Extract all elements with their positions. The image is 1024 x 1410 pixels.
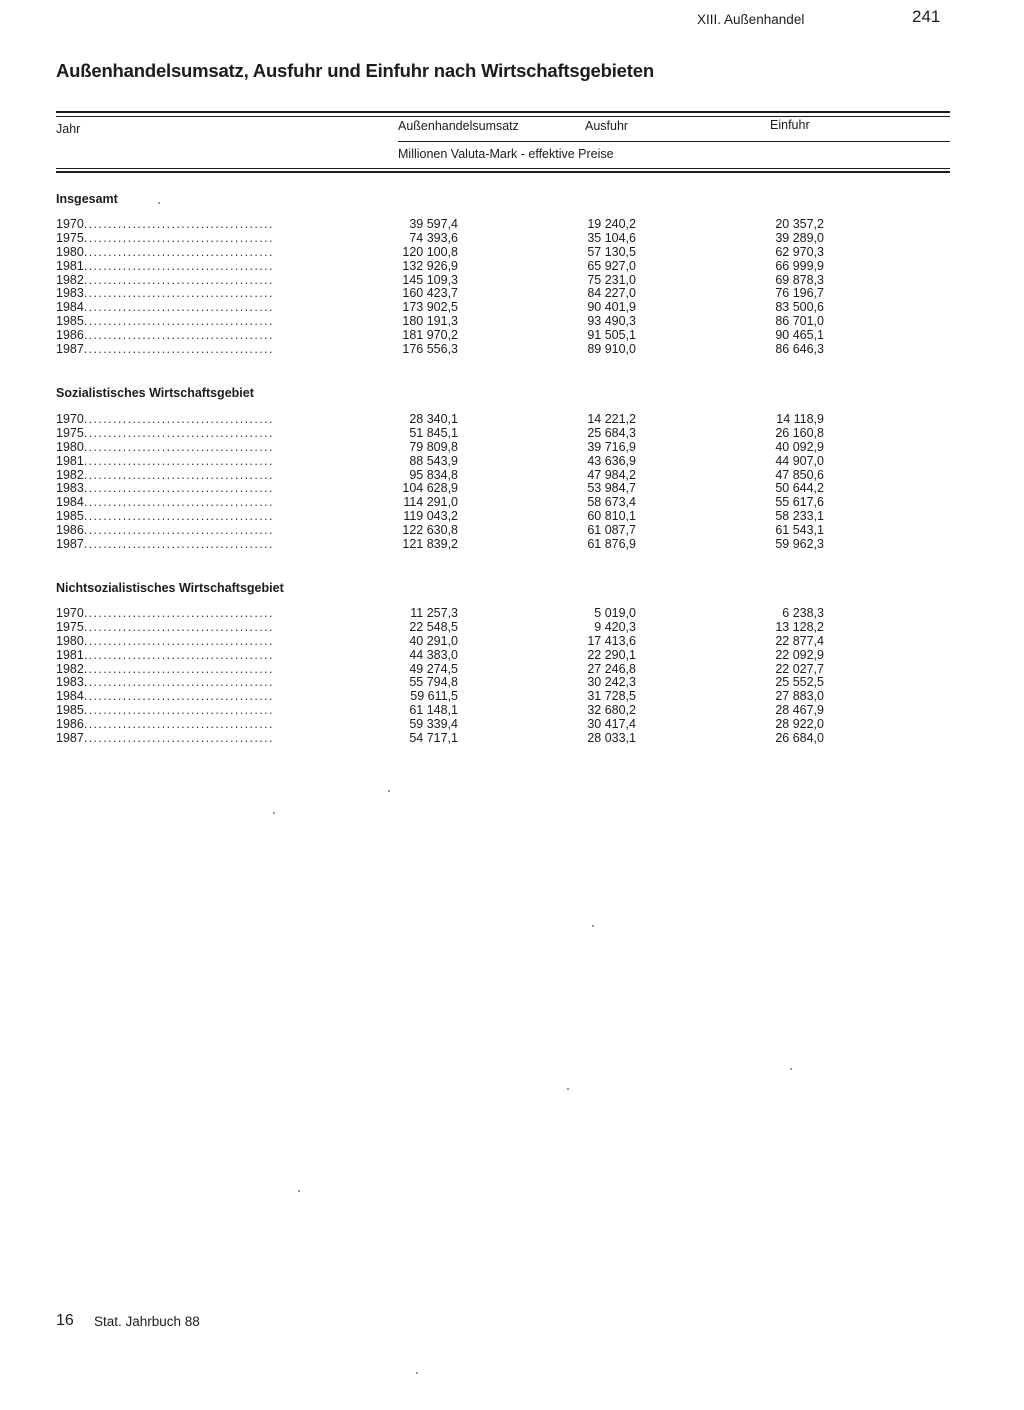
exports-cell: 61 876,9 [587,537,636,552]
table-row: 1980....................................... 120 100,8 57 130,5 62 970,3 [56,244,824,259]
turnover-cell: 55 794,8 [409,675,458,690]
year-cell: 1982 [56,273,84,287]
year-cell: 1982 [56,662,84,676]
section-table-total [56,218,836,357]
turnover-cell: 22 548,5 [409,619,458,634]
table-row: 1981....................................... 132 926,9 65 927,0 66 999,9 [56,258,824,273]
table-row: 1982....................................... 49 274,5 27 246,8 22 027,7 [56,661,824,676]
imports-cell: 25 552,5 [775,675,824,690]
scan-speck [416,1372,418,1374]
turnover-cell: 51 845,1 [409,425,458,440]
table-row: 1984....................................... 173 902,5 90 401,9 83 500,6 [56,300,824,315]
year-cell: 1975 [56,620,84,634]
exports-cell: 93 490,3 [587,314,636,329]
year-cell: 1980 [56,634,84,648]
exports-cell: 57 130,5 [587,244,636,259]
imports-cell: 86 701,0 [775,314,824,329]
turnover-cell: 180 191,3 [402,314,458,329]
table-header-bottom-rule-thick [56,171,950,173]
exports-cell: 30 242,3 [587,675,636,690]
turnover-cell: 59 611,5 [410,689,458,704]
scan-speck [592,925,594,927]
imports-cell: 39 289,0 [775,230,824,245]
year-cell: 1987 [56,732,84,746]
turnover-cell: 173 902,5 [402,300,458,315]
table-row: 1970....................................... 39 597,4 19 240,2 20 357,2 [56,217,824,231]
table-row: 1984....................................... 114 291,0 58 673,4 55 617,6 [56,495,824,510]
imports-cell: 28 922,0 [775,717,824,732]
table-top-rule [56,111,950,113]
imports-cell: 14 118,9 [776,412,824,426]
year-cell: 1981 [56,454,84,468]
unit-label: Millionen Valuta-Mark - effektive Preise [398,147,614,161]
year-cell: 1987 [56,538,84,552]
exports-cell: 14 221,2 [587,412,636,426]
imports-cell: 90 465,1 [775,328,824,343]
year-cell: 1984 [56,690,84,704]
table-row: 1984....................................... 59 611,5 31 728,5 27 883,0 [56,689,824,704]
turnover-cell: 145 109,3 [402,272,458,287]
table-header-bottom-rule [56,168,950,169]
table-row: 1986....................................... 181 970,2 91 505,1 90 465,1 [56,328,824,343]
turnover-cell: 59 339,4 [409,717,458,732]
imports-cell: 55 617,6 [775,495,824,510]
table-row: 1987....................................... 176 556,3 89 910,0 86 646,3 [56,342,824,357]
imports-cell: 26 684,0 [775,731,824,746]
imports-cell: 26 160,8 [775,425,824,440]
turnover-cell: 181 970,2 [402,328,458,343]
exports-cell: 60 810,1 [587,509,636,524]
imports-cell: 13 128,2 [775,619,824,634]
turnover-cell: 95 834,8 [409,467,458,482]
year-cell: 1981 [56,259,84,273]
year-cell: 1985 [56,315,84,329]
year-cell: 1984 [56,301,84,315]
table-row: 1985....................................... 119 043,2 60 810,1 58 233,1 [56,509,824,524]
footer-publication: Stat. Jahrbuch 88 [94,1314,200,1329]
year-cell: 1985 [56,510,84,524]
turnover-cell: 49 274,5 [409,661,458,676]
year-cell: 1986 [56,718,84,732]
exports-cell: 32 680,2 [587,703,636,718]
table-top-rule-thin [56,116,950,117]
turnover-cell: 132 926,9 [402,258,458,273]
section-table-non-socialist [56,607,836,746]
table-row: 1975....................................... 22 548,5 9 420,3 13 128,2 [56,619,824,634]
imports-cell: 86 646,3 [775,342,824,357]
exports-cell: 25 684,3 [587,425,636,440]
table-row: 1981....................................... 44 383,0 22 290,1 22 092,9 [56,647,824,662]
table-row: 1970....................................... 28 340,1 14 221,2 14 118,9 [56,412,824,426]
column-header-exports: Ausfuhr [585,119,629,133]
table-title: Außenhandelsumsatz, Ausfuhr und Einfuhr nach Wirtschaftsgebieten [56,60,654,81]
exports-cell: 17 413,6 [587,633,636,648]
imports-cell: 69 878,3 [775,272,824,287]
exports-cell: 61 087,7 [587,523,636,538]
turnover-cell: 88 543,9 [409,453,458,468]
year-cell: 1970 [56,218,84,231]
year-cell: 1984 [56,496,84,510]
exports-cell: 35 104,6 [587,230,636,245]
page-number: 241 [912,7,941,26]
exports-cell: 90 401,9 [587,300,636,315]
table-row: 1982....................................... 95 834,8 47 984,2 47 850,6 [56,467,824,482]
turnover-cell: 44 383,0 [409,647,458,662]
exports-cell: 31 728,5 [587,689,636,704]
imports-cell: 27 883,0 [775,689,824,704]
year-cell: 1970 [56,413,84,426]
scan-speck [790,1068,792,1070]
exports-cell: 5 019,0 [594,606,636,620]
turnover-cell: 11 257,3 [410,606,458,620]
table-row: 1985....................................... 61 148,1 32 680,2 28 467,9 [56,703,824,718]
imports-cell: 61 543,1 [775,523,824,538]
turnover-cell: 104 628,9 [402,481,458,496]
table-row: 1970....................................... 11 257,3 5 019,0 6 238,3 [56,606,824,620]
imports-cell: 83 500,6 [775,300,824,315]
table-row: 1980....................................... 79 809,8 39 716,9 40 092,9 [56,439,824,454]
turnover-cell: 74 393,6 [409,230,458,245]
exports-cell: 19 240,2 [587,217,636,231]
exports-cell: 47 984,2 [587,467,636,482]
scan-speck [273,812,275,814]
turnover-cell: 120 100,8 [402,244,458,259]
year-cell: 1980 [56,440,84,454]
turnover-cell: 39 597,4 [409,217,458,231]
table-row: 1986....................................... 122 630,8 61 087,7 61 543,1 [56,523,824,538]
table-row: 1987....................................... 54 717,1 28 033,1 26 684,0 [56,731,824,746]
exports-cell: 39 716,9 [587,439,636,454]
exports-cell: 89 910,0 [587,342,636,357]
year-cell: 1975 [56,231,84,245]
year-cell: 1981 [56,648,84,662]
column-header-turnover: Außenhandelsumsatz [398,119,519,133]
table-row: 1985....................................... 180 191,3 93 490,3 86 701,0 [56,314,824,329]
imports-cell: 66 999,9 [775,258,824,273]
column-header-year: Jahr [56,122,81,136]
footer-sheet-number: 16 [56,1312,74,1329]
table-row: 1983....................................... 104 628,9 53 984,7 50 644,2 [56,481,824,496]
table-row: 1981....................................... 88 543,9 43 636,9 44 907,0 [56,453,824,468]
section-title-socialist: Sozialistisches Wirtschaftsgebiet [56,386,254,400]
exports-cell: 91 505,1 [587,328,636,343]
imports-cell: 22 027,7 [775,661,824,676]
turnover-cell: 28 340,1 [409,412,458,426]
exports-cell: 30 417,4 [587,717,636,732]
imports-cell: 22 877,4 [775,633,824,648]
year-cell: 1980 [56,245,84,259]
turnover-cell: 160 423,7 [402,286,458,301]
year-cell: 1983 [56,287,84,301]
column-header-rule [398,141,950,142]
scan-speck [388,790,390,792]
imports-cell: 40 092,9 [775,439,824,454]
imports-cell: 58 233,1 [775,509,824,524]
imports-cell: 28 467,9 [775,703,824,718]
year-cell: 1983 [56,482,84,496]
exports-cell: 43 636,9 [587,453,636,468]
column-header-imports: Einfuhr [770,118,810,132]
section-title-non-socialist: Nichtsozialistisches Wirtschaftsgebiet [56,581,284,595]
imports-cell: 22 092,9 [775,647,824,662]
exports-cell: 53 984,7 [587,481,636,496]
exports-cell: 9 420,3 [594,619,636,634]
imports-cell: 20 357,2 [775,217,824,231]
table-row: 1987....................................... 121 839,2 61 876,9 59 962,3 [56,537,824,552]
table-row: 1980....................................... 40 291,0 17 413,6 22 877,4 [56,633,824,648]
turnover-cell: 61 148,1 [409,703,458,718]
year-cell: 1986 [56,524,84,538]
scan-speck [158,202,160,204]
turnover-cell: 122 630,8 [402,523,458,538]
imports-cell: 76 196,7 [775,286,824,301]
imports-cell: 44 907,0 [775,453,824,468]
imports-cell: 6 238,3 [782,606,824,620]
year-cell: 1985 [56,704,84,718]
turnover-cell: 54 717,1 [409,731,458,746]
turnover-cell: 114 291,0 [403,495,458,510]
exports-cell: 58 673,4 [587,495,636,510]
running-head: XIII. Außenhandel [697,12,805,27]
turnover-cell: 121 839,2 [402,537,458,552]
table-row: 1983....................................... 160 423,7 84 227,0 76 196,7 [56,286,824,301]
table-row: 1986....................................... 59 339,4 30 417,4 28 922,0 [56,717,824,732]
exports-cell: 65 927,0 [587,258,636,273]
table-row: 1975....................................... 74 393,6 35 104,6 39 289,0 [56,230,824,245]
turnover-cell: 119 043,2 [403,509,458,524]
year-cell: 1982 [56,468,84,482]
section-table-socialist [56,413,836,552]
exports-cell: 27 246,8 [587,661,636,676]
section-title-total: Insgesamt [56,192,118,206]
turnover-cell: 176 556,3 [402,342,458,357]
turnover-cell: 40 291,0 [409,633,458,648]
exports-cell: 22 290,1 [587,647,636,662]
imports-cell: 50 644,2 [775,481,824,496]
year-cell: 1975 [56,426,84,440]
table-row: 1982....................................... 145 109,3 75 231,0 69 878,3 [56,272,824,287]
table-row: 1975....................................... 51 845,1 25 684,3 26 160,8 [56,425,824,440]
scan-speck [298,1190,300,1192]
turnover-cell: 79 809,8 [409,439,458,454]
year-cell: 1987 [56,343,84,357]
imports-cell: 62 970,3 [775,244,824,259]
table-row: 1983....................................... 55 794,8 30 242,3 25 552,5 [56,675,824,690]
year-cell: 1970 [56,607,84,620]
exports-cell: 75 231,0 [587,272,636,287]
year-cell: 1983 [56,676,84,690]
exports-cell: 28 033,1 [587,731,636,746]
scan-speck [567,1088,569,1090]
imports-cell: 47 850,6 [775,467,824,482]
exports-cell: 84 227,0 [587,286,636,301]
year-cell: 1986 [56,329,84,343]
imports-cell: 59 962,3 [775,537,824,552]
